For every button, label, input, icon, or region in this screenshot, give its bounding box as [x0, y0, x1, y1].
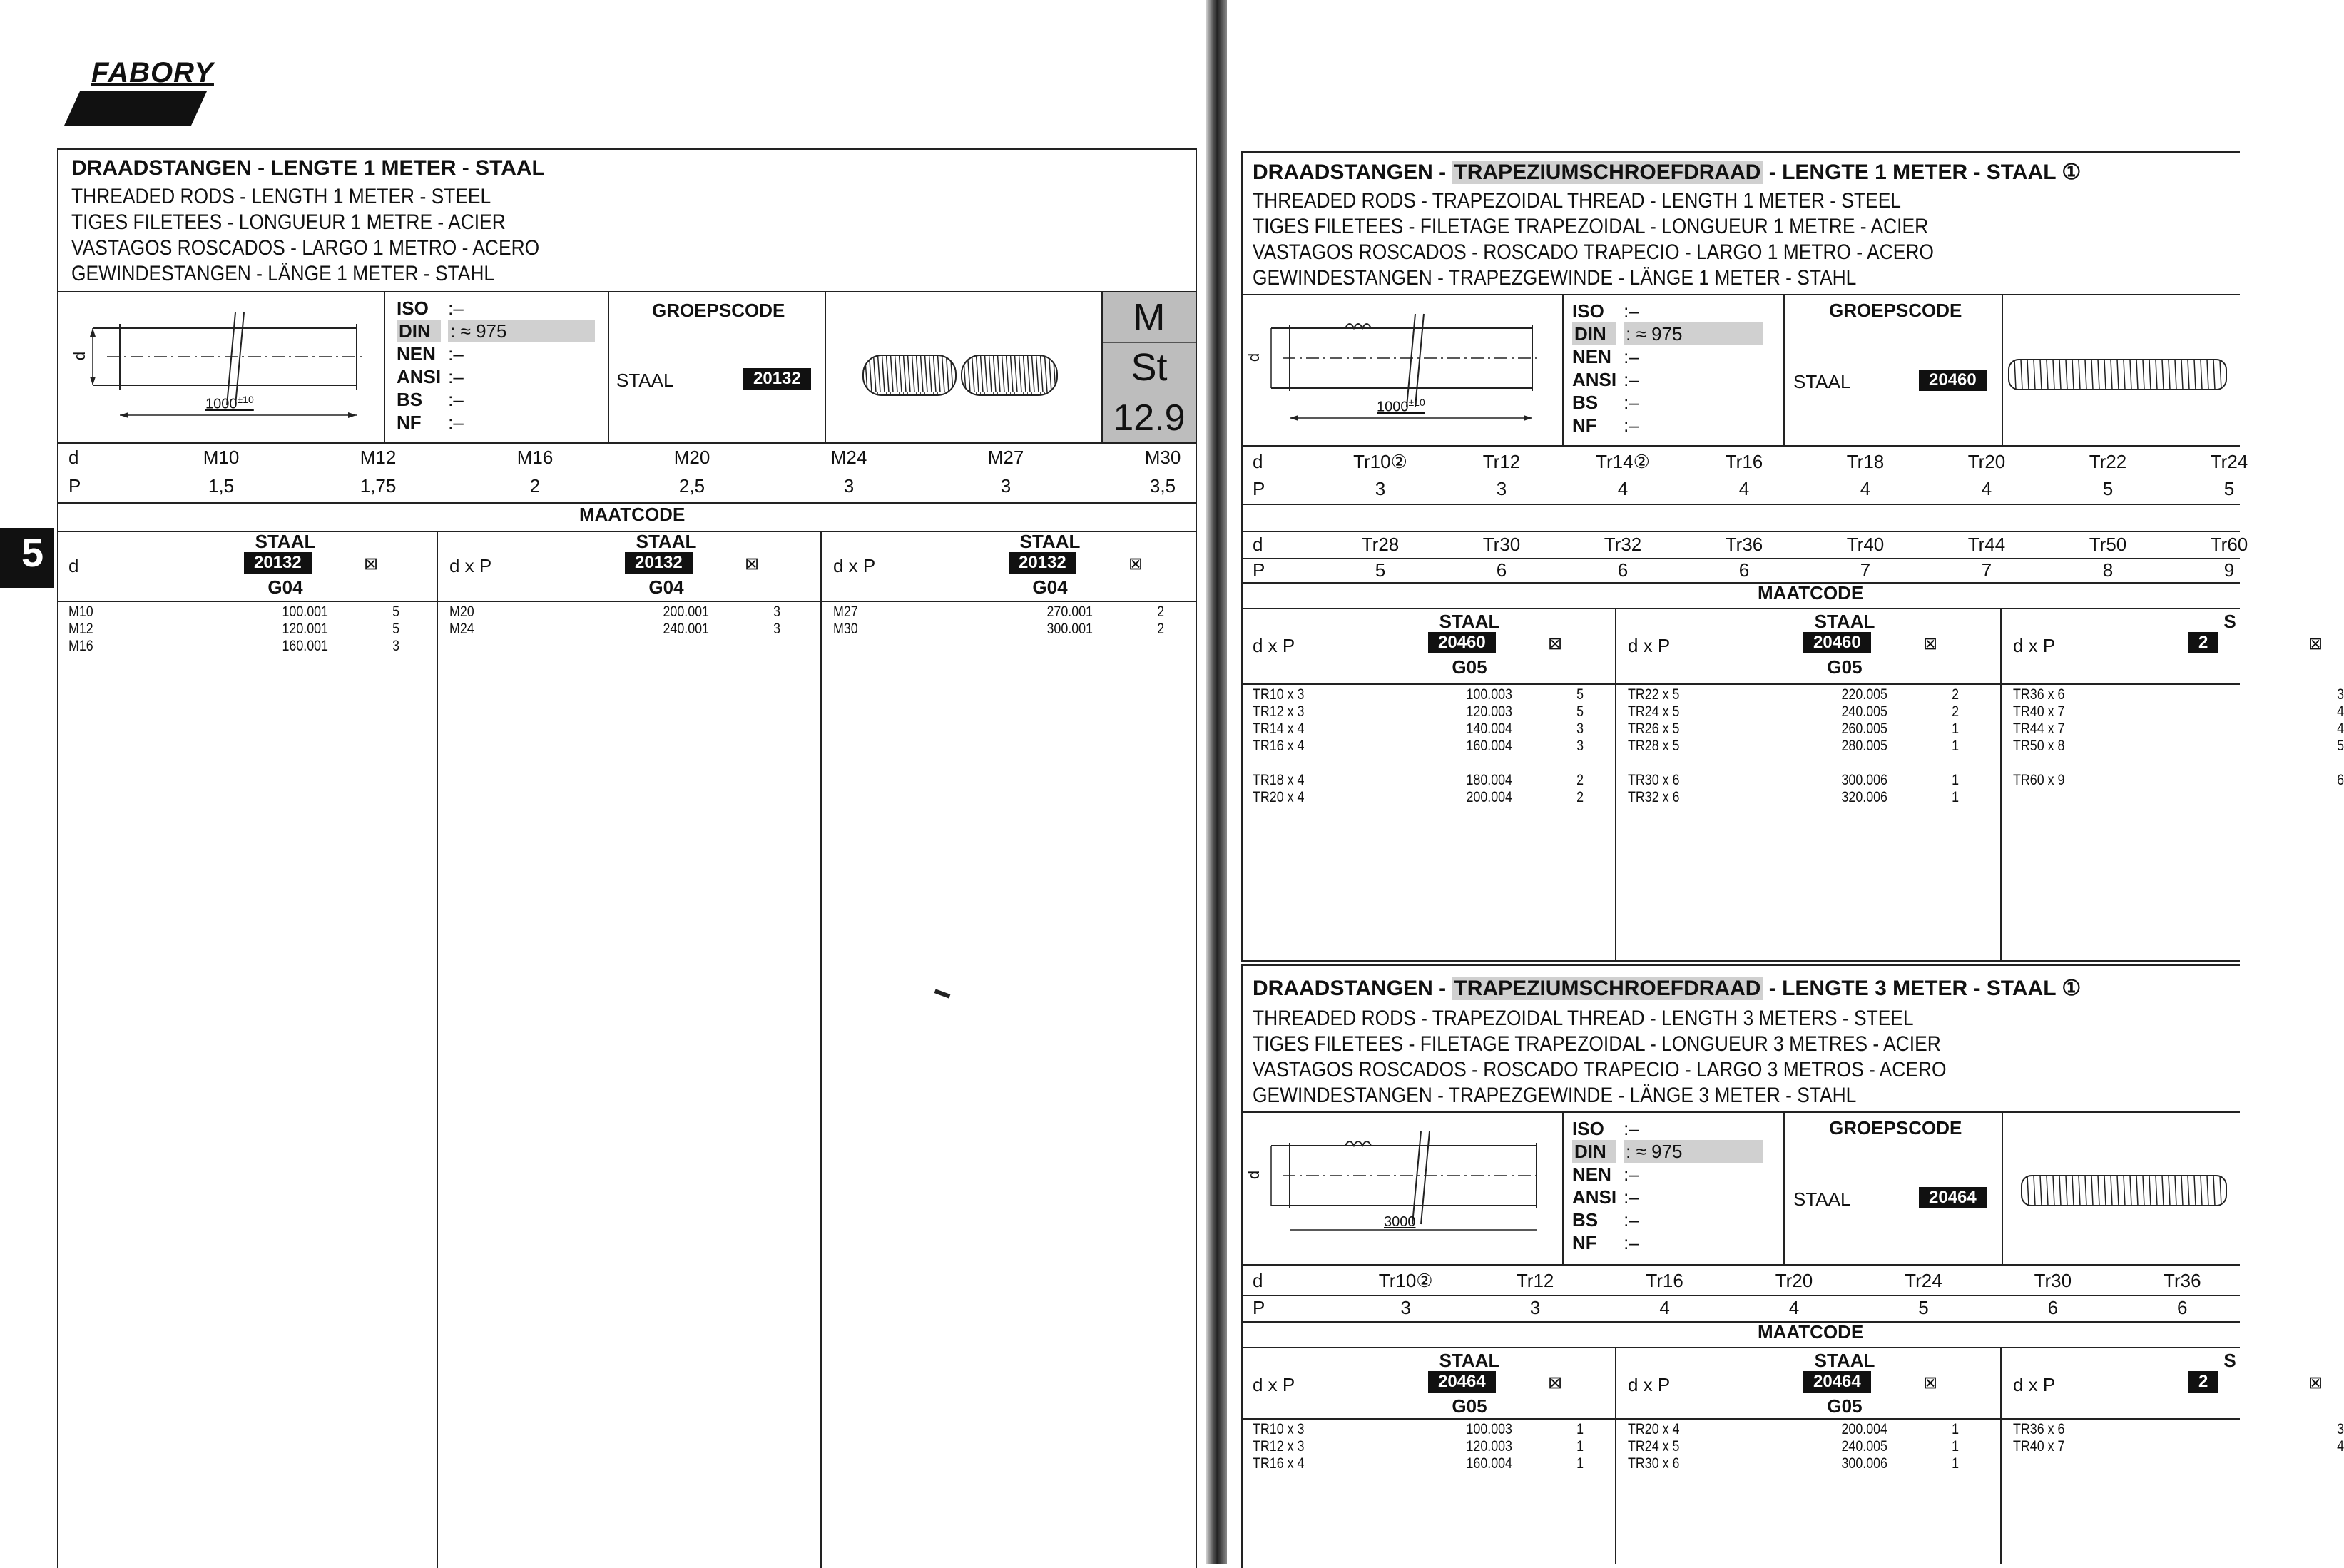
rt-title-nl: DRAADSTANGEN - TRAPEZIUMSCHROEFDRAAD - LENGTE 1 METER - STAAL ① — [1253, 161, 2081, 184]
rt-col-2-d-list: TR36 x 6 TR40 x 7 TR44 x 7 TR50 x 8 TR60 x 9 — [2013, 686, 2065, 788]
rt1-size-3: Tr16 — [1725, 451, 1763, 472]
rb-std-nen-value: :– — [1624, 1164, 1639, 1185]
rt2-size-1: Tr30 — [1482, 534, 1521, 555]
left-size-6: M30 — [1144, 447, 1181, 468]
rb-size-5: Tr30 — [2034, 1270, 2072, 1291]
rt-col-1-code: 20460 — [1803, 632, 1871, 653]
rt-col-0-d-list: TR10 x 3 TR12 x 3 TR14 x 4 TR16 x 4 TR18 x 4 TR20 x 4 — [1253, 686, 1305, 805]
left-title-fr: TIGES FILETEES - LONGUEUR 1 METRE - ACIER — [71, 210, 506, 234]
rt-standards — [1572, 300, 1763, 437]
rb-col-1-maat-list: 200.004 240.005 300.006 — [1841, 1421, 1887, 1472]
rt-groepscode-staal-label: STAAL — [1793, 371, 1851, 392]
rb-p-label: P — [1253, 1297, 1265, 1318]
rt-std-iso-label: ISO — [1572, 300, 1604, 322]
rb-pitch-1: 3 — [1529, 1297, 1541, 1318]
rb-col-2-box-icon: ⊠ — [2308, 1373, 2323, 1393]
rb-pitch-6: 6 — [2177, 1297, 2188, 1318]
std-bs-value: :– — [448, 389, 464, 410]
logo-text: FABORY — [91, 57, 214, 88]
rt1-pitch-3: 4 — [1738, 478, 1750, 499]
rt-col-1-g: G05 — [1827, 656, 1863, 678]
left-title-nl: DRAADSTANGEN - LENGTE 1 METER - STAAL — [71, 156, 545, 180]
std-ansi-label: ANSI — [397, 366, 442, 387]
rt-title-es: VASTAGOS ROSCADOS - ROSCADO TRAPECIO - LARGO 1 METRO - ACERO — [1253, 240, 1934, 264]
rb-groepscode-value: 20464 — [1919, 1187, 1987, 1208]
std-iso-label: ISO — [397, 297, 429, 319]
threaded-rod-image — [856, 350, 1063, 401]
rt1-pitch-4: 4 — [1860, 478, 1871, 499]
rt-col-0-g: G05 — [1452, 656, 1487, 678]
rt-col-1-qty-list: 2 2 1 1 1 1 — [1952, 686, 1959, 805]
rt-col-0-maat-list: 100.003 120.003 140.004 160.004 180.004 200.004 — [1466, 686, 1512, 805]
rb-trapezoidal-rod-image — [2019, 1173, 2226, 1208]
left-col-1-staal: STAAL — [636, 531, 697, 552]
left-pitch-5: 3 — [1000, 475, 1012, 497]
rb-title-fr: TIGES FILETEES - FILETAGE TRAPEZOIDAL - LONGUEUR 3 METRES - ACIER — [1253, 1032, 1941, 1056]
rb-col-1-code: 20464 — [1803, 1371, 1871, 1393]
rb-std-bs-label: BS — [1572, 1209, 1599, 1231]
left-standards — [397, 297, 595, 434]
rt-col-0-staal: STAAL — [1439, 611, 1500, 632]
rb-std-din-label: DIN — [1572, 1140, 1616, 1163]
rb-col-1-d-list: TR20 x 4 TR24 x 5 TR30 x 6 — [1628, 1421, 1680, 1472]
rb-col-1-staal: STAAL — [1814, 1350, 1875, 1371]
left-title-es: VASTAGOS ROSCADOS - LARGO 1 METRO - ACERO — [71, 236, 540, 260]
rt-col-0-qty-list: 5 5 3 3 2 2 — [1576, 686, 1584, 805]
rb-col-2-qty-list: 3 4 — [2337, 1421, 2344, 1455]
left-pitch-3: 2,5 — [678, 475, 705, 497]
rt-col-0-d-label: d x P — [1253, 635, 1295, 656]
groepscode-heading: GROEPSCODE — [652, 300, 785, 321]
rb-col-2-code: 2 — [2188, 1371, 2218, 1393]
left-size-4: M24 — [830, 447, 867, 468]
left-col-1-d-label: d x P — [449, 555, 492, 576]
rt-std-din-label: DIN — [1572, 322, 1616, 345]
left-col-1-g: G04 — [648, 576, 684, 598]
rt1-pitch-5: 4 — [1981, 478, 1992, 499]
left-col-1-maat-list: 200.001 240.001 — [663, 604, 709, 637]
rt-col-2-qty-list: 3 4 4 5 6 — [2337, 686, 2344, 788]
rt-col-0-code: 20460 — [1428, 632, 1496, 653]
rb-title-en: THREADED RODS - TRAPEZOIDAL THREAD - LENGTH 3 METERS - STEEL — [1253, 1007, 1914, 1030]
rt-std-iso-value: :– — [1624, 300, 1639, 322]
rb-size-6: Tr36 — [2164, 1270, 2201, 1291]
rb-std-nen-label: NEN — [1572, 1164, 1611, 1185]
left-title-en: THREADED RODS - LENGTH 1 METER - STEEL — [71, 185, 491, 208]
rb-std-bs-value: :– — [1624, 1209, 1639, 1231]
std-nen-label: NEN — [397, 343, 436, 365]
rt-col-2-code: 2 — [2188, 632, 2218, 653]
rb-title-de: GEWINDESTANGEN - TRAPEZGEWINDE - LÄNGE 3 METER - STAHL — [1253, 1084, 1857, 1107]
rt1-size-2: Tr14② — [1596, 451, 1650, 472]
rb-pitch-2: 4 — [1659, 1297, 1670, 1318]
rb-std-nf-value: :– — [1624, 1232, 1639, 1253]
rb-size-4: Tr24 — [1905, 1270, 1942, 1291]
left-col-2-code: 20132 — [1009, 552, 1076, 574]
rb-size-2: Tr16 — [1646, 1270, 1683, 1291]
left-col-2-box-icon: ⊠ — [1128, 554, 1143, 574]
left-size-2: M16 — [516, 447, 554, 468]
rb-std-nf-label: NF — [1572, 1232, 1597, 1253]
rod-dimension-drawing — [64, 298, 378, 434]
rt2-pitch-0: 5 — [1375, 559, 1386, 581]
rb-pitch-4: 5 — [1918, 1297, 1929, 1318]
rb-col-0-d-list: TR10 x 3 TR12 x 3 TR16 x 4 — [1253, 1421, 1305, 1472]
rb-pitch-0: 3 — [1400, 1297, 1411, 1318]
rb-col-0-maat-list: 100.003 120.003 160.004 — [1466, 1421, 1512, 1472]
groepscode-staal-label: STAAL — [616, 370, 674, 391]
left-pitch-2: 2 — [529, 475, 541, 497]
rt2-size-3: Tr36 — [1725, 534, 1763, 555]
groepscode-value: 20132 — [743, 368, 811, 390]
grade-12-9: 12.9 — [1113, 397, 1186, 439]
rt1-pitch-2: 4 — [1617, 478, 1629, 499]
rt1-size-1: Tr12 — [1482, 451, 1521, 472]
left-col-1-d-list: M20 M24 — [449, 604, 474, 637]
rt-rod-d-label: d — [1245, 352, 1263, 362]
rt1-size-6: Tr22 — [2089, 451, 2127, 472]
rb-title-nl: DRAADSTANGEN - TRAPEZIUMSCHROEFDRAAD - LENGTE 3 METER - STAAL ① — [1253, 977, 2081, 1000]
rt-std-bs-value: :– — [1624, 392, 1639, 413]
rt-col-1-maat-list: 220.005 240.005 260.005 280.005 300.006 320.006 — [1841, 686, 1887, 805]
rt1-size-0: Tr10② — [1353, 451, 1407, 472]
rb-title-es: VASTAGOS ROSCADOS - ROSCADO TRAPECIO - LARGO 3 METROS - ACERO — [1253, 1058, 1947, 1081]
rb-col-0-code: 20464 — [1428, 1371, 1496, 1393]
rt-std-nf-label: NF — [1572, 414, 1597, 436]
rt-col-1-staal: STAAL — [1814, 611, 1875, 632]
rt1-size-4: Tr18 — [1846, 451, 1885, 472]
left-maatcode-heading: MAATCODE — [579, 504, 686, 525]
rt2-size-6: Tr50 — [2089, 534, 2127, 555]
left-size-3: M20 — [673, 447, 710, 468]
rt-d-label-2: d — [1253, 534, 1263, 555]
std-ansi-value: :– — [448, 366, 464, 387]
rt-std-nen-label: NEN — [1572, 346, 1611, 367]
left-col-0-staal: STAAL — [255, 531, 316, 552]
left-col-0-d-label: d — [68, 555, 79, 576]
left-size-0: M10 — [203, 447, 240, 468]
left-col-0-code: 20132 — [244, 552, 312, 574]
rod-length-label: $1000^{\pm 10}$ — [205, 394, 254, 412]
rt1-pitch-7: 5 — [2223, 478, 2235, 499]
rb-std-ansi-label: ANSI — [1572, 1186, 1617, 1208]
rt-col-2-box-icon: ⊠ — [2308, 634, 2323, 653]
left-col-0-g: G04 — [267, 576, 303, 598]
rt-title-fr: TIGES FILETEES - FILETAGE TRAPEZOIDAL - LONGUEUR 1 METRE - ACIER — [1253, 215, 1929, 238]
rt2-pitch-6: 8 — [2102, 559, 2114, 581]
rt-std-bs-label: BS — [1572, 392, 1599, 413]
rb-size-3: Tr20 — [1775, 1270, 1813, 1291]
rb-col-0-box-icon: ⊠ — [1548, 1373, 1563, 1393]
rb-standards — [1572, 1117, 1763, 1254]
std-iso-value: :– — [448, 297, 464, 319]
left-col-2-qty-list: 2 2 — [1157, 604, 1164, 637]
rt-col-2-d-label: d x P — [2013, 635, 2056, 656]
rt-col-0-box-icon: ⊠ — [1548, 634, 1563, 653]
rod-d-label: d — [71, 351, 89, 361]
rb-col-2-staal: S — [2223, 1350, 2236, 1371]
rt-col-2-staal: S — [2223, 611, 2236, 632]
rb-groepscode-heading: GROEPSCODE — [1829, 1117, 1962, 1139]
rb-pitch-3: 4 — [1788, 1297, 1800, 1318]
rt2-pitch-3: 6 — [1738, 559, 1750, 581]
grade-m: M — [1133, 296, 1166, 339]
rb-std-iso-value: :– — [1624, 1118, 1639, 1139]
rb-col-2-d-list: TR36 x 6 TR40 x 7 — [2013, 1421, 2065, 1455]
left-size-1: M12 — [360, 447, 397, 468]
rt2-pitch-5: 7 — [1981, 559, 1992, 581]
rb-col-1-box-icon: ⊠ — [1923, 1373, 1938, 1393]
left-col-0-maat-list: 100.001 120.001 160.001 — [282, 604, 328, 654]
rb-col-1-qty-list: 1 1 1 — [1952, 1421, 1959, 1472]
book-spine — [1206, 0, 1227, 1564]
rt-p-label-1: P — [1253, 478, 1265, 499]
rt1-pitch-0: 3 — [1375, 478, 1386, 499]
left-col-2-d-list: M27 M30 — [833, 604, 858, 637]
rt2-pitch-7: 9 — [2223, 559, 2235, 581]
rt-std-ansi-value: :– — [1624, 369, 1639, 390]
rb-col-0-d-label: d x P — [1253, 1374, 1295, 1395]
rt-std-nf-value: :– — [1624, 414, 1639, 436]
rt-groepscode-heading: GROEPSCODE — [1829, 300, 1962, 321]
std-nf-label: NF — [397, 412, 422, 433]
rb-pitch-5: 6 — [2047, 1297, 2059, 1318]
rt-maatcode-heading: MAATCODE — [1758, 582, 1864, 604]
rb-col-0-g: G05 — [1452, 1395, 1487, 1417]
rt2-size-5: Tr44 — [1967, 534, 2006, 555]
rt2-pitch-4: 7 — [1860, 559, 1871, 581]
left-col-2-staal: STAAL — [1019, 531, 1081, 552]
left-p-label: P — [68, 475, 81, 497]
rt-groepscode-value: 20460 — [1919, 370, 1987, 391]
rb-std-iso-label: ISO — [1572, 1118, 1604, 1139]
rt1-pitch-6: 5 — [2102, 478, 2114, 499]
left-pitch-0: 1,5 — [208, 475, 235, 497]
left-pitch-4: 3 — [843, 475, 855, 497]
rt-trapezoidal-rod-image — [2006, 357, 2226, 392]
rb-std-din-value: : ≈ 975 — [1624, 1140, 1763, 1163]
rt-d-label-1: d — [1253, 451, 1263, 472]
rb-d-label: d — [1253, 1270, 1263, 1291]
rt-col-1-box-icon: ⊠ — [1923, 634, 1938, 653]
rb-col-0-staal: STAAL — [1439, 1350, 1500, 1371]
rt2-pitch-2: 6 — [1617, 559, 1629, 581]
rb-std-ansi-value: :– — [1624, 1186, 1639, 1208]
rt-std-din-value: : ≈ 975 — [1624, 322, 1763, 345]
rt-col-1-d-list: TR22 x 5 TR24 x 5 TR26 x 5 TR28 x 5 TR30 x 6 TR32 x 6 — [1628, 686, 1680, 805]
rt2-size-7: Tr60 — [2210, 534, 2248, 555]
left-col-1-qty-list: 3 3 — [773, 604, 780, 637]
std-din-label: DIN — [397, 320, 441, 342]
rb-rod-length-label: 3000 — [1384, 1214, 1416, 1230]
rt2-pitch-1: 6 — [1496, 559, 1507, 581]
rt-p-label-2: P — [1253, 559, 1265, 581]
rt-rod-length-label: $1000^{\pm 10}$ — [1377, 397, 1425, 415]
rb-col-1-g: G05 — [1827, 1395, 1863, 1417]
rb-size-1: Tr12 — [1516, 1270, 1554, 1291]
rb-col-1-d-label: d x P — [1628, 1374, 1671, 1395]
left-col-1-box-icon: ⊠ — [745, 554, 760, 574]
section-tab-number: 5 — [21, 530, 44, 575]
rt-title-en: THREADED RODS - TRAPEZOIDAL THREAD - LENGTH 1 METER - STEEL — [1253, 189, 1901, 213]
rb-size-0: Tr10② — [1378, 1270, 1433, 1291]
rt-std-nen-value: :– — [1624, 346, 1639, 367]
left-size-5: M27 — [987, 447, 1024, 468]
left-title-de: GEWINDESTANGEN - LÄNGE 1 METER - STAHL — [71, 262, 495, 285]
rt-std-ansi-label: ANSI — [1572, 369, 1617, 390]
left-col-0-d-list: M10 M12 M16 — [68, 604, 93, 654]
std-din-value: : ≈ 975 — [448, 320, 595, 342]
rt2-size-4: Tr40 — [1846, 534, 1885, 555]
left-col-1-code: 20132 — [625, 552, 693, 574]
left-col-0-box-icon: ⊠ — [364, 554, 379, 574]
grade-st: St — [1131, 346, 1168, 389]
rt1-size-7: Tr24 — [2210, 451, 2248, 472]
left-col-2-g: G04 — [1032, 576, 1068, 598]
rt2-size-0: Tr28 — [1361, 534, 1400, 555]
rb-col-0-qty-list: 1 1 1 — [1576, 1421, 1584, 1472]
left-col-0-qty-list: 5 5 3 — [392, 604, 399, 654]
left-col-2-maat-list: 270.001 300.001 — [1046, 604, 1093, 637]
std-bs-label: BS — [397, 389, 423, 410]
rt-col-1-d-label: d x P — [1628, 635, 1671, 656]
std-nf-value: :– — [448, 412, 464, 433]
rb-col-2-d-label: d x P — [2013, 1374, 2056, 1395]
left-pitch-1: 1,75 — [360, 475, 397, 497]
std-nen-value: :– — [448, 343, 464, 365]
rt-title-de: GEWINDESTANGEN - TRAPEZGEWINDE - LÄNGE 1 METER - STAHL — [1253, 266, 1857, 290]
rt1-pitch-1: 3 — [1496, 478, 1507, 499]
brand-logo — [64, 56, 214, 127]
left-pitch-6: 3,5 — [1149, 475, 1176, 497]
rb-maatcode-heading: MAATCODE — [1758, 1321, 1864, 1343]
left-col-2-d-label: d x P — [833, 555, 876, 576]
left-d-label: d — [68, 447, 79, 468]
rb-groepscode-staal-label: STAAL — [1793, 1188, 1851, 1210]
rt2-size-2: Tr32 — [1604, 534, 1642, 555]
rb-rod-d-label: d — [1245, 1170, 1263, 1180]
rt1-size-5: Tr20 — [1967, 451, 2006, 472]
